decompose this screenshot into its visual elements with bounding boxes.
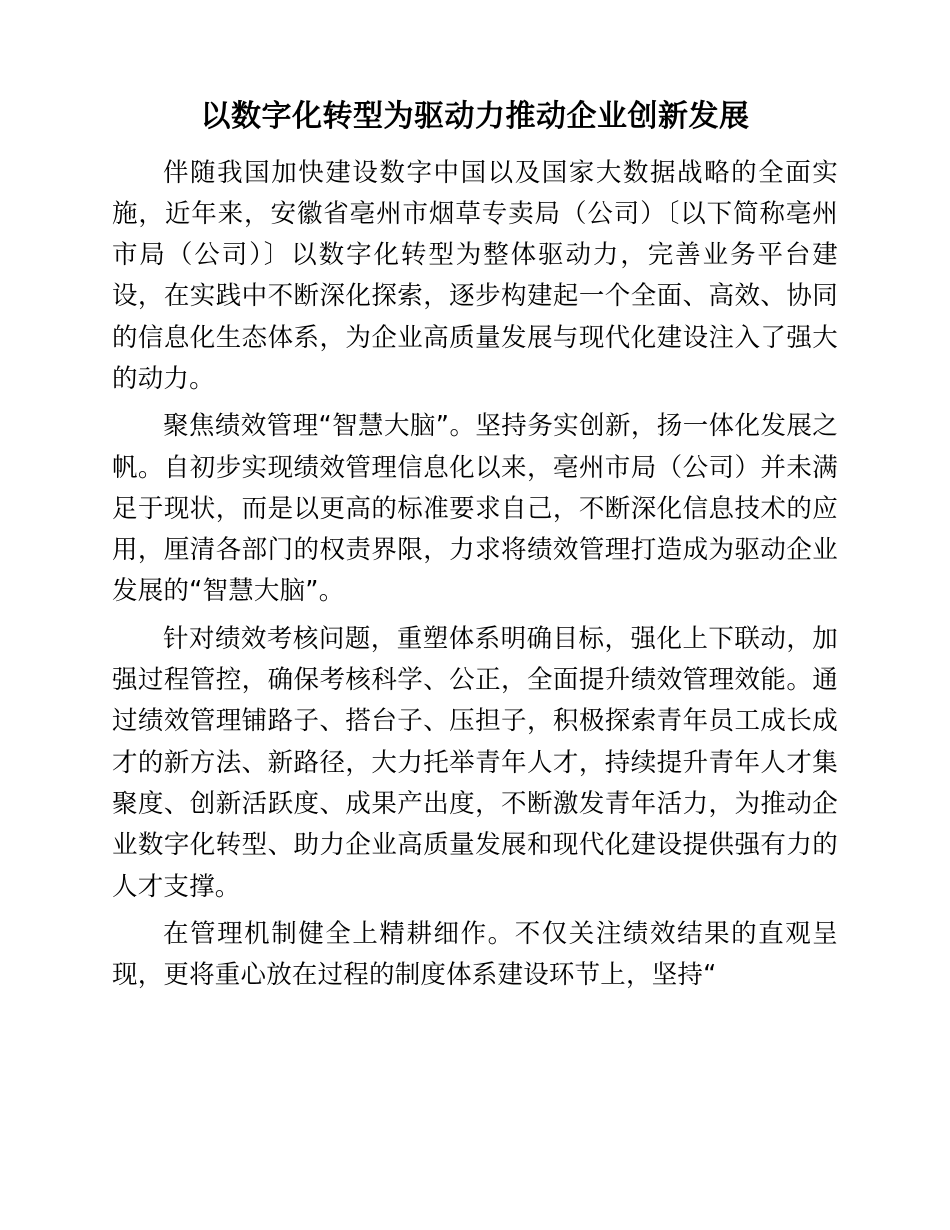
body-paragraph-1: 伴随我国加快建设数字中国以及国家大数据战略的全面实施，近年来，安徽省亳州市烟草专卖局（公司）〔以下简称亳州市局（公司）〕以数字化转型为整体驱动力，完善业务平台建设，在实践中不断深化探索，逐步构建起一个全面、高效、协同的信息化生态体系，为企业高质量发展与现代化建设注入了强大的动力。 xyxy=(112,157,838,394)
page-title: 以数字化转型为驱动力推动企业创新发展 xyxy=(200,99,750,134)
body-paragraph-3: 针对绩效考核问题，重塑体系明确目标，强化上下联动，加强过程管控，确保考核科学、公正，全面提升绩效管理效能。通过绩效管理铺路子、搭台子、压担子，积极探索青年员工成长成才的新方法、新路径，大力托举青年人才，持续提升青年人才集聚度、创新活跃度、成果产出度，不断激发青年活力，为推动企业数字化转型、助力企业高质量发展和现代化建设提供强有力的人才支撑。 xyxy=(112,623,838,902)
body-paragraph-4: 在管理机制健全上精耕细作。不仅关注绩效结果的直观呈现，更将重心放在过程的制度体系建设环节上，坚持“ xyxy=(112,918,838,991)
body-paragraph-2: 聚焦绩效管理“智慧大脑”。坚持务实创新，扬一体化发展之帆。自初步实现绩效管理信息化以来，亳州市局（公司）并未满足于现状，而是以更高的标准要求自己，不断深化信息技术的应用，厘清各部门的权责界限，力求将绩效管理打造成为驱动企业发展的“智慧大脑”。 xyxy=(112,411,838,607)
